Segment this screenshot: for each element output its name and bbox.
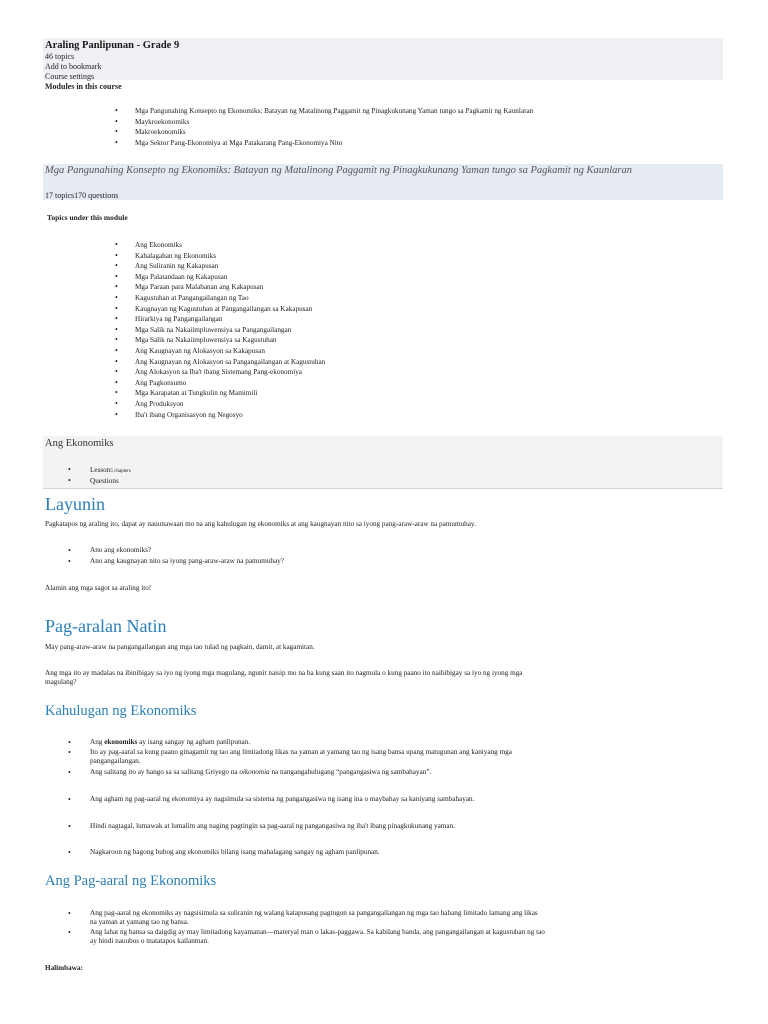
text: ay isang sangay ng agham panlipunan. xyxy=(137,738,251,746)
layunin-question-1: Ano ang ekonomiks? xyxy=(90,546,152,554)
bullet: • xyxy=(68,768,71,777)
pag-aralan-p2a: Ang mga ito ay madalas na ibinibigay sa iyo ng iyong mga magulang, ngunit naisip mo na ba kung saan ito nagmula o kung paano ito naibibigay sa iyo ng iyong mga xyxy=(45,669,523,677)
add-bookmark-link[interactable]: Add to bookmark xyxy=(45,62,102,71)
topic-item[interactable]: • Mga Karapatan at Tungkulin ng Mamimili xyxy=(115,388,675,399)
bullet: • xyxy=(68,738,71,747)
pag-aaral-bullet-2a: Ang lahat ng bansa sa daigdig ay may limitadong kayamanan—materyal man o lakas-paggawa. Sa kabilang banda, ang pangangailangan at kagustuhan ng tao xyxy=(90,928,545,936)
topic-item[interactable]: • Kahalagahan ng Ekonomiks xyxy=(115,251,675,262)
bold-term: ekonomiks xyxy=(104,738,138,746)
layunin-outro: Alamin ang mga sagot sa araling ito! xyxy=(45,584,152,592)
pag-aaral-bullet-2b: ay hindi nauubos o matatapos kailanman. xyxy=(90,937,209,945)
kahulugan-bullet-6: Nagkaroon ng bagong hubog ang ekonomiks bilang isang mahalagang sangay ng agham panlipunan. xyxy=(90,848,380,856)
questions-link[interactable]: Questions xyxy=(90,477,119,485)
topic-item[interactable]: • Mga Palatandaan ng Kakapusan xyxy=(115,272,675,283)
bullet: • xyxy=(68,822,71,831)
bullet: • xyxy=(68,748,71,757)
module-item[interactable]: • Mga Pangunahing Konsepto ng Ekonomiks: Batayan ng Matalinong Paggamit ng Pinagkukunang Yaman tungo sa Pagkamit ng Kaunlaran xyxy=(115,106,715,117)
module-counts: 17 topics170 questions xyxy=(45,191,119,200)
topic-item[interactable]: • Hirarkiya ng Pangangailangan xyxy=(115,314,675,325)
lesson-count: 5 chapters xyxy=(110,469,131,474)
topics-count: 46 topics xyxy=(45,52,75,61)
bullet: • xyxy=(68,928,71,937)
topic-item[interactable]: • Ang Suliranin ng Kakapusan xyxy=(115,261,675,272)
module-item[interactable]: • Maykroekonomiks xyxy=(115,117,715,128)
pag-aaral-bullet-1b: na yaman at yamang tao ng bansa. xyxy=(90,918,189,926)
pag-aaral-heading: Ang Pag-aaral ng Ekonomiks xyxy=(45,873,217,889)
kahulugan-bullet-5: Hindi nagtagal, lumawak at lumalim ang naging pagtingin sa pag-aaral ng pangangasiwa ng iba't ibang pinagkukunang yaman. xyxy=(90,822,455,830)
topic-item[interactable]: • Kaugnayan ng Kagustuhan at Pangangailangan sa Kakapusan xyxy=(115,304,675,315)
layunin-heading: Layunin xyxy=(45,494,105,514)
text: Ang xyxy=(90,738,105,746)
bullet: • xyxy=(68,557,71,566)
pag-aralan-p2b: magulang? xyxy=(45,678,77,686)
kahulugan-bullet-1 xyxy=(90,738,250,748)
topic-header-box xyxy=(43,436,723,488)
bullet: • xyxy=(68,909,71,918)
module-title: Mga Pangunahing Konsepto ng Ekonomiks: Batayan ng Matalinong Paggamit ng Pinagkukunang Yaman tungo sa Pagkamit ng Kaunlaran xyxy=(45,165,632,176)
module-item[interactable]: • Mga Sektor Pang-Ekonomiya at Mga Patakarang Pang-Ekonomiya Nito xyxy=(115,138,715,149)
topic-title: Ang Ekonomiks xyxy=(45,438,114,449)
course-title: Araling Panlipunan - Grade 9 xyxy=(45,40,180,51)
text: Ang salitang ito ay hango sa sa salitang Griyego na xyxy=(90,768,240,776)
layunin-intro: Pagkatapos ng araling ito, dapat ay nauunawaan mo na ang kahulugan ng ekonomiks at ang kaugnayan nito sa iyong pang-araw-araw na pamumuhay. xyxy=(45,520,476,528)
bullet: • xyxy=(68,476,71,485)
pag-aralan-p1: May pang-araw-araw na pangangailangan ang mga tao tulad ng pagkain, damit, at kagamitan. xyxy=(45,643,315,651)
topic-item[interactable]: • Kagustuhan at Pangangailangan ng Tao xyxy=(115,293,675,304)
kahulugan-bullet-4: Ang agham ng pag-aaral ng ekonomiya ay nagsimula sa sistema ng pangangasiwa ng isang ina o maybahay sa kaniyang sambahayan. xyxy=(90,795,475,803)
topic-list xyxy=(115,240,675,420)
topic-item[interactable]: • Ang Ekonomiks xyxy=(115,240,675,251)
bullet: • xyxy=(68,465,71,474)
modules-heading: Modules in this course xyxy=(45,82,122,91)
course-settings-link[interactable]: Course settings xyxy=(45,72,95,81)
topic-item[interactable]: • Ang Kaugnayan ng Alokasyon sa Pangangailangan at Kagustuhan xyxy=(115,357,675,368)
topic-item[interactable]: • Ang Produksyon xyxy=(115,399,675,410)
topics-heading: Topics under this module xyxy=(47,213,128,222)
bullet: • xyxy=(68,795,71,804)
kahulugan-bullet-2b: pangangailangan. xyxy=(90,757,141,765)
divider xyxy=(43,488,723,489)
kahulugan-bullet-3 xyxy=(90,768,431,778)
text: na nangangahulugang “pangangasiwa ng sambahayan”. xyxy=(269,768,432,776)
pag-aralan-heading: Pag-aralan Natin xyxy=(45,616,167,636)
example-label: Halimbawa: xyxy=(45,964,83,972)
module-item[interactable]: • Makroekonomiks xyxy=(115,127,715,138)
kahulugan-heading: Kahulugan ng Ekonomiks xyxy=(45,703,197,719)
topic-item[interactable]: • Iba't ibang Organisasyon ng Negosyo xyxy=(115,410,675,421)
kahulugan-bullet-2a: Ito ay pag-aaral sa kung paano ginagamit ng tao ang limitadong likas na yaman at yamang tao ng isang bansa upang matugunan ang kaniyang mga xyxy=(90,748,512,756)
italic-term: oikonomia xyxy=(239,768,270,776)
pag-aaral-bullet-1a: Ang pag-aaral ng ekonomiks ay nagsisimula sa suliranin ng walang katapusang pagtugon sa pangangailangan ng mga tao habang limitado lamang ang likas xyxy=(90,909,538,917)
bullet: • xyxy=(68,546,71,555)
lesson-label: Lesson xyxy=(90,466,111,474)
bullet: • xyxy=(68,848,71,857)
topic-item[interactable]: • Ang Pagkonsumo xyxy=(115,378,675,389)
topic-item[interactable]: • Mga Salik na Nakaiimpluwensiya sa Pangangailangan xyxy=(115,325,675,336)
topic-item[interactable]: • Ang Alokasyon sa Iba't ibang Sistemang Pang-ekonomiya xyxy=(115,367,675,378)
topic-item[interactable]: • Ang Kaugnayan ng Alokasyon sa Kakapusan xyxy=(115,346,675,357)
layunin-question-2: Ano ang kaugnayan nito sa iyong pang-araw-araw na pamumuhay? xyxy=(90,557,284,565)
topic-item[interactable]: • Mga Salik na Nakaiimpluwensiya sa Kagustuhan xyxy=(115,335,675,346)
module-list xyxy=(115,106,715,148)
topic-item[interactable]: • Mga Paraan para Malabanan ang Kakapusan xyxy=(115,282,675,293)
